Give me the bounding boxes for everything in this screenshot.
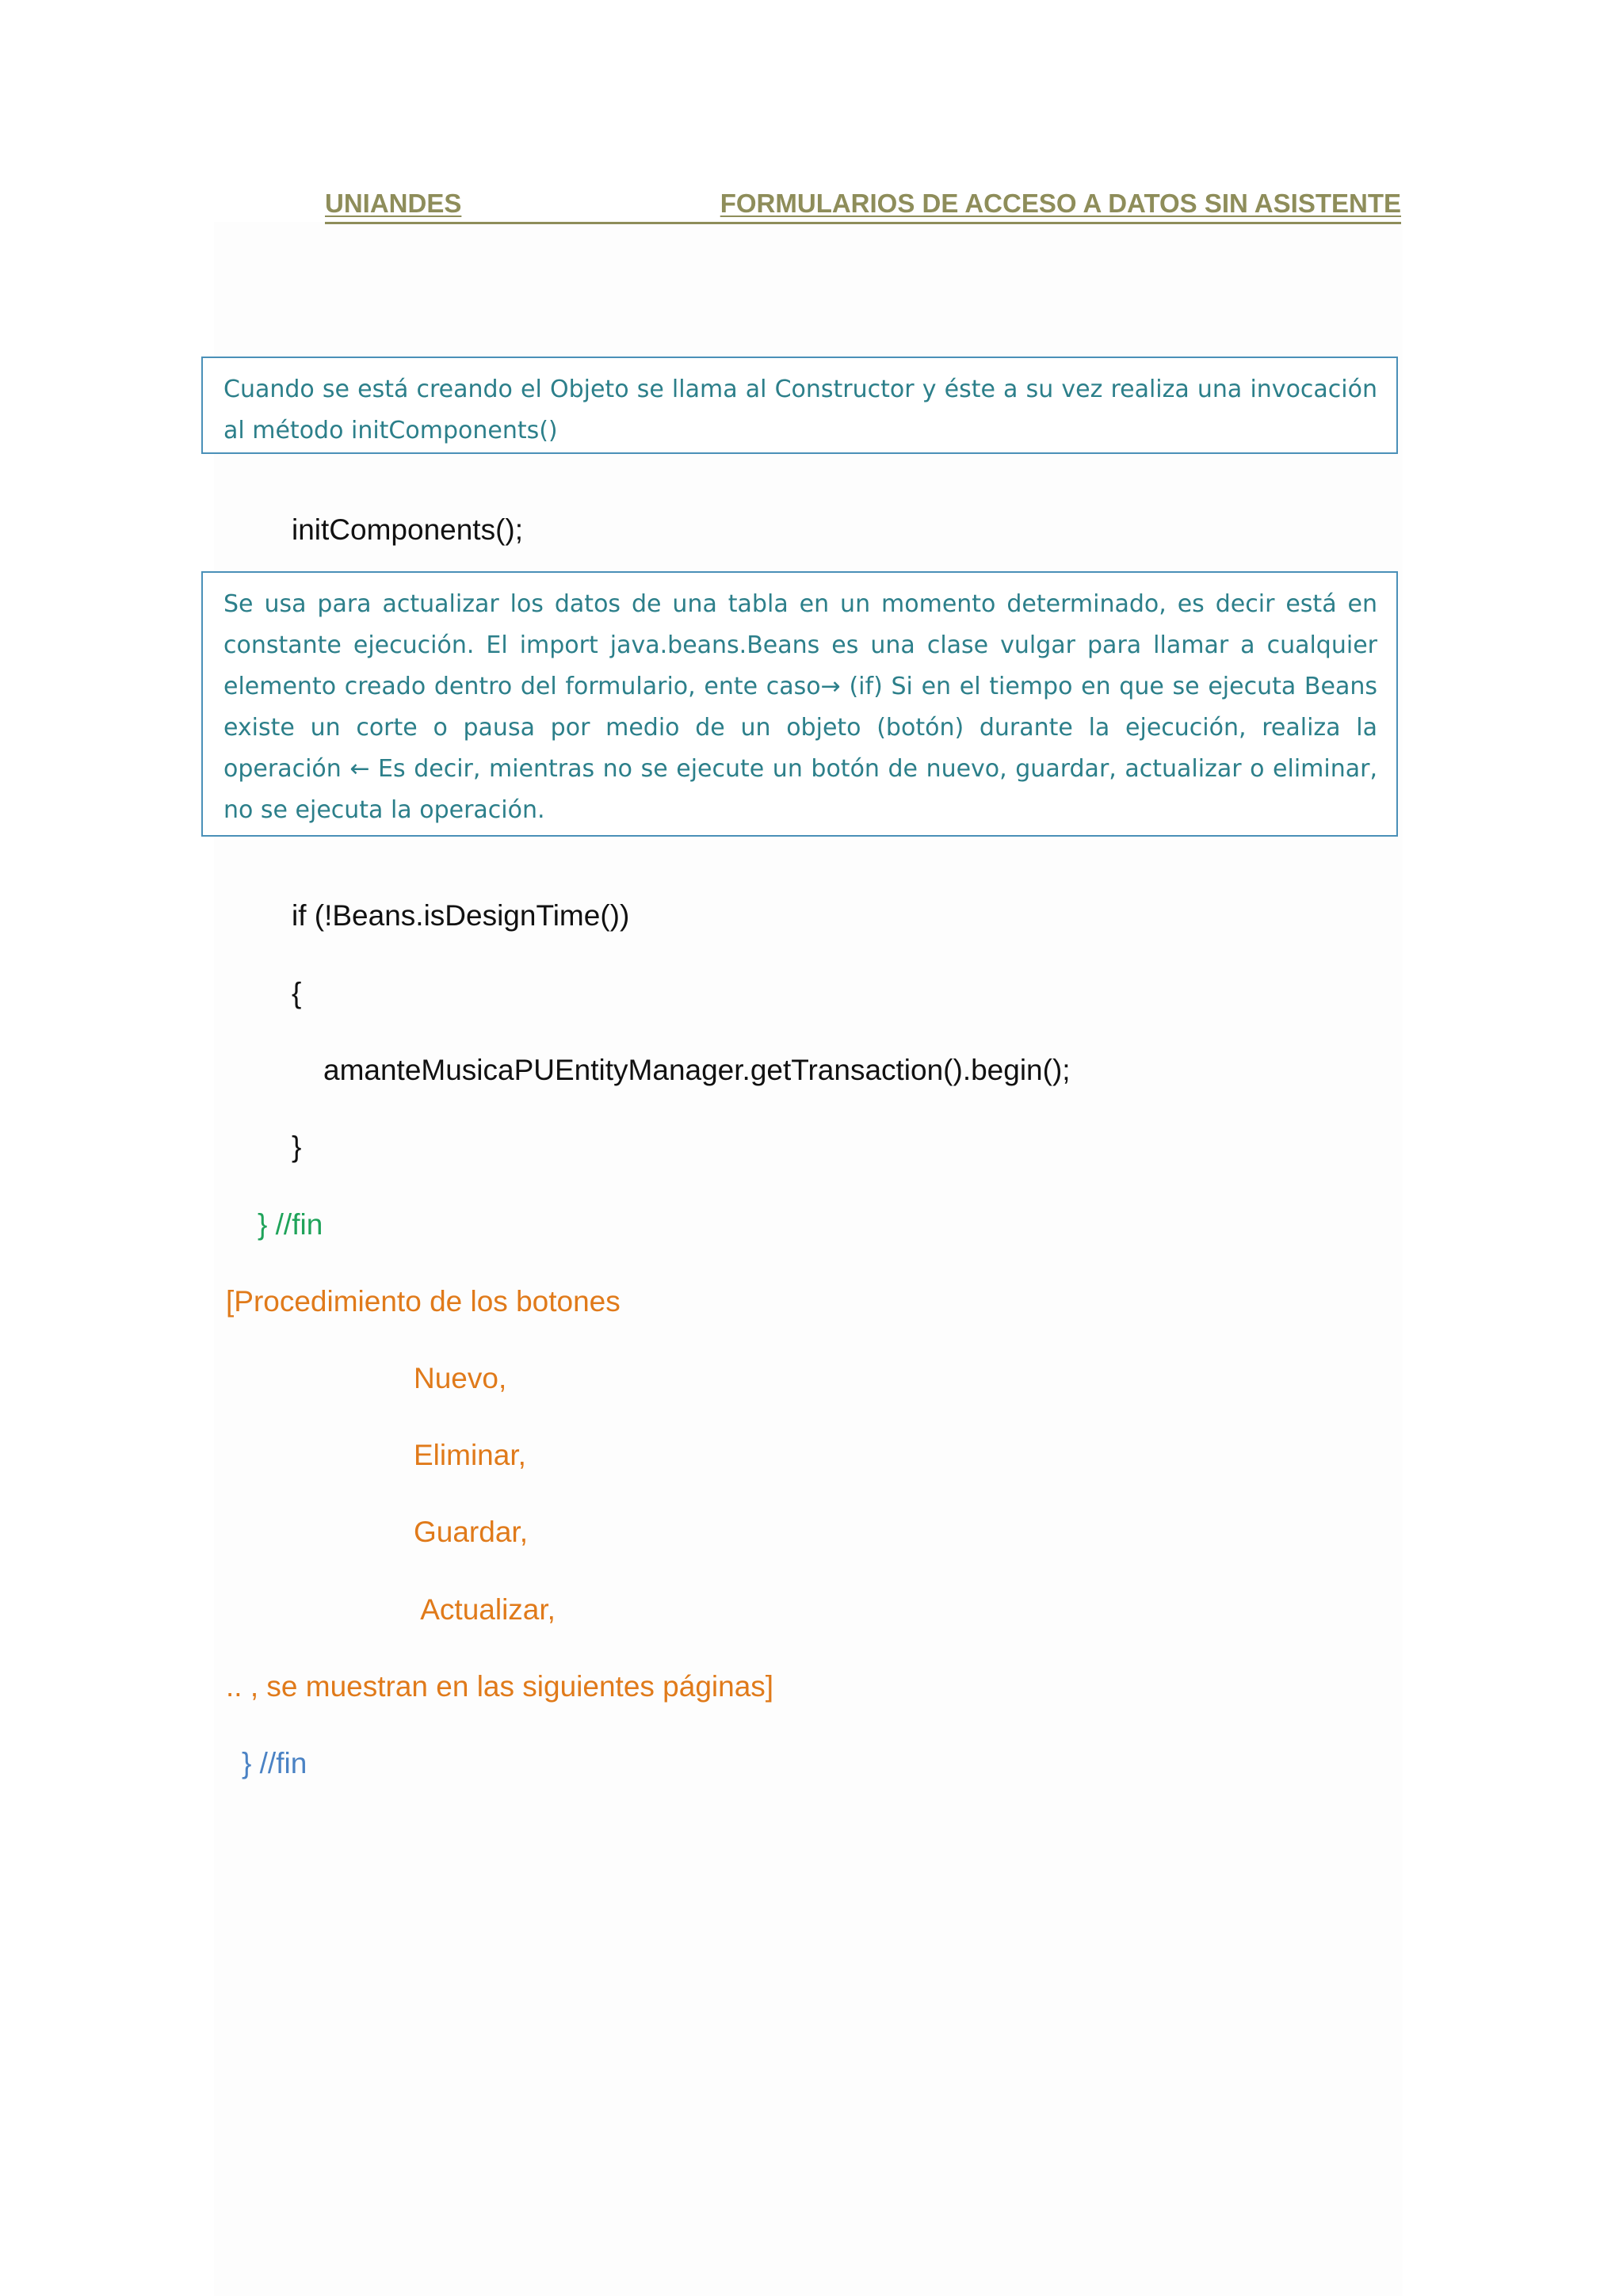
procedure-item-guardar: Guardar, — [414, 1516, 528, 1548]
note-beans-explanation: Se usa para actualizar los datos de una tabla en un momento determinado, es decir está en constante ejecución. El import java.beans.Beans es una clase vulgar para llamar a cualquier elemento creado dentro del formulario, ente caso→ (if) Si en el tiempo en que se ejecuta Beans existe un corte o pausa por medio de un objeto (botón) durante la ejecución, realiza la operación ← Es decir, mientras no se ejecute un botón de nuevo, guardar, actualizar o eliminar, no se ejecuta la operación. — [201, 571, 1398, 837]
code-close-brace: } — [292, 1131, 302, 1163]
procedures-outro: .. , se muestran en las siguientes páginas] — [226, 1670, 774, 1703]
code-if-line: if (!Beans.isDesignTime()) — [292, 899, 630, 932]
code-statement: amanteMusicaPUEntityManager.getTransaction().begin(); — [323, 1054, 1071, 1086]
note-constructor: Cuando se está creando el Objeto se llama al Constructor y éste a su vez realiza una invocación al método initComponents() — [201, 357, 1398, 454]
page-header — [325, 189, 1401, 224]
procedures-intro: [Procedimiento de los botones — [226, 1285, 621, 1318]
procedure-item-actualizar: Actualizar, — [414, 1593, 556, 1626]
header-institution: UNIANDES — [325, 189, 462, 218]
code-open-brace: { — [292, 977, 302, 1009]
code-fin-comment-2: } //fin — [242, 1747, 307, 1779]
code-init-components: initComponents(); — [292, 513, 524, 546]
header-title: FORMULARIOS DE ACCESO A DATOS SIN ASISTENTE — [720, 189, 1401, 218]
procedure-item-eliminar: Eliminar, — [414, 1439, 526, 1471]
code-fin-comment-1: } //fin — [258, 1208, 323, 1241]
procedure-item-nuevo: Nuevo, — [414, 1362, 507, 1394]
